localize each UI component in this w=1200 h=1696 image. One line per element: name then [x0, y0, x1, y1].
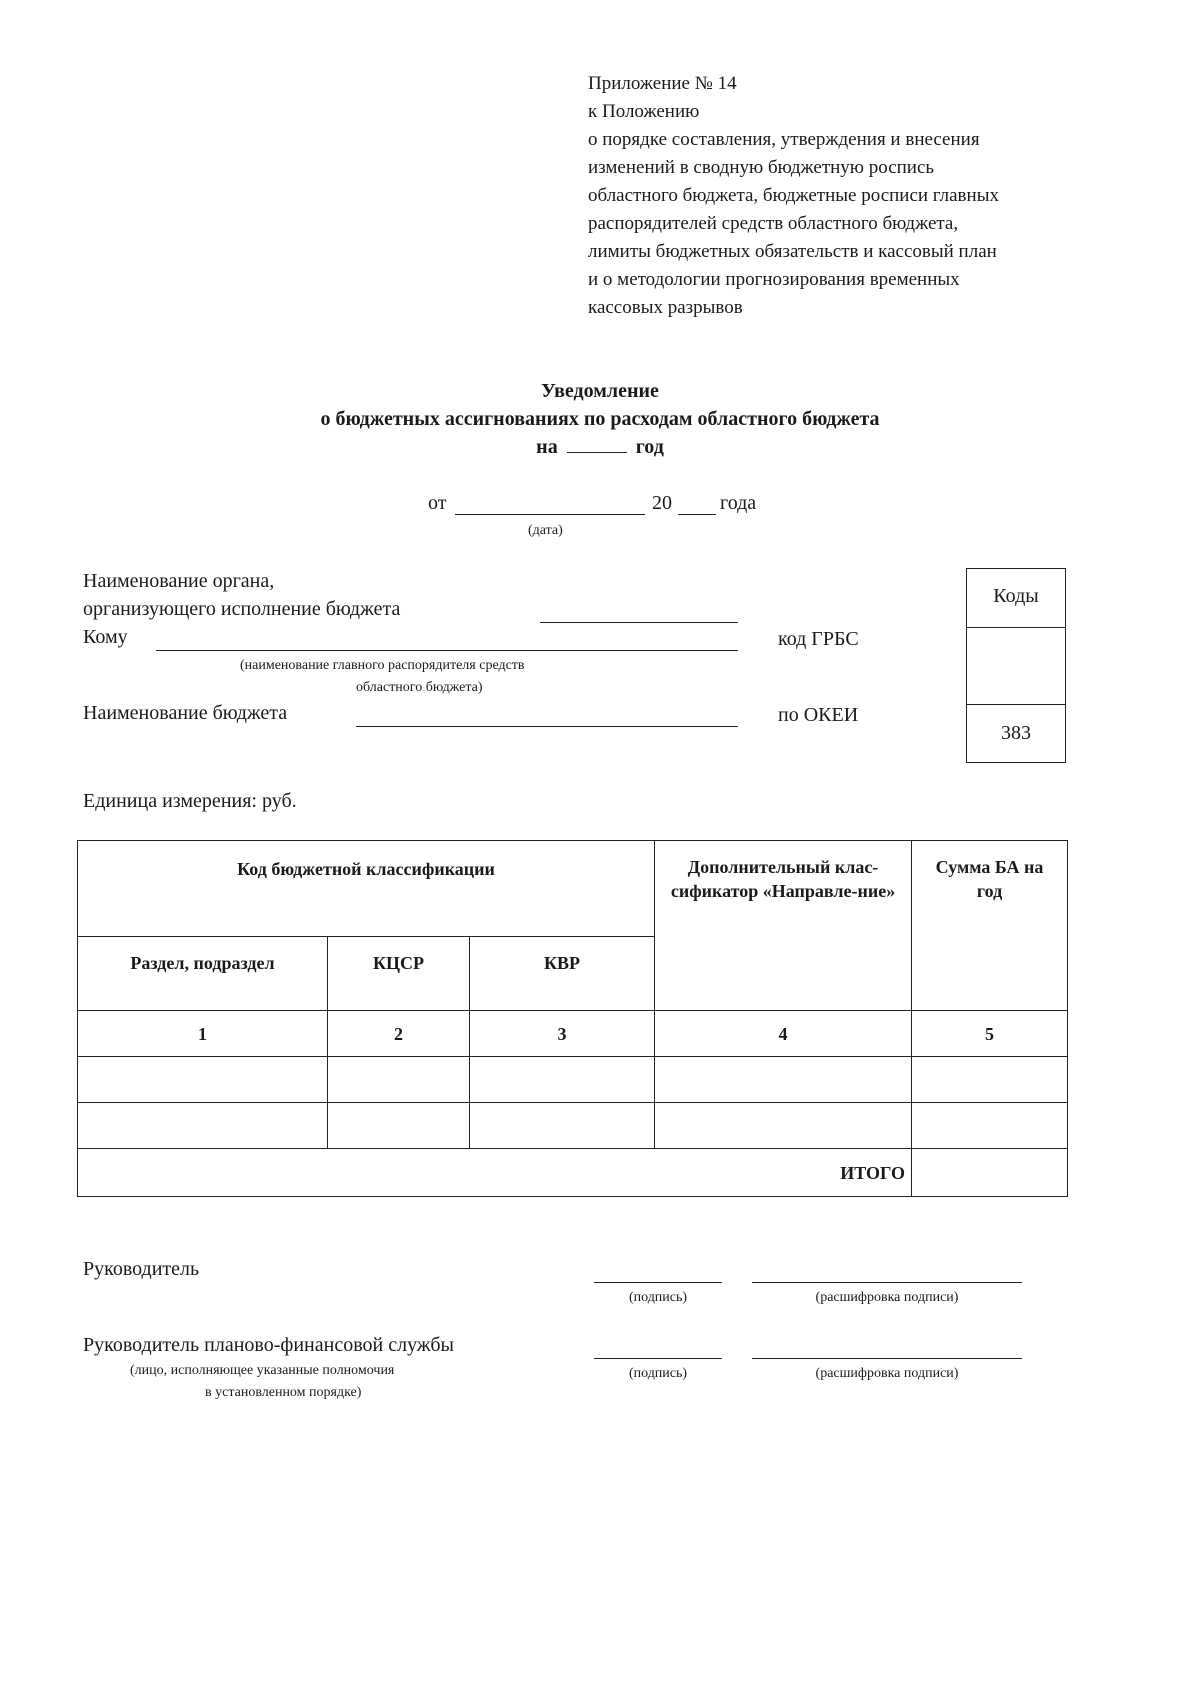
- year-suffix: год: [635, 436, 664, 458]
- kvr-header: КВР: [470, 937, 655, 1011]
- org-field[interactable]: [540, 622, 738, 623]
- document-subtitle: о бюджетных ассигнованиях по расходам областного бюджета: [320, 408, 880, 430]
- year-prefix: на: [536, 436, 558, 458]
- budget-field[interactable]: [356, 726, 738, 727]
- appendix-line: лимиты бюджетных обязательств и кассовый план: [588, 241, 997, 262]
- budget-allocation-table: [77, 840, 1068, 1197]
- table-cell[interactable]: [470, 1057, 655, 1103]
- total-row: [78, 1149, 1068, 1197]
- appendix-line: изменений в сводную бюджетную роспись: [588, 157, 935, 178]
- column-number: 2: [328, 1011, 470, 1057]
- column-number: 1: [78, 1011, 328, 1057]
- codes-header-cell: [966, 568, 1066, 628]
- finance-decode-caption: (расшифровка подписи): [815, 1366, 959, 1381]
- total-value[interactable]: [912, 1149, 1068, 1197]
- table-cell[interactable]: [78, 1103, 328, 1149]
- table-cell[interactable]: [78, 1057, 328, 1103]
- section-header: Раздел, подраздел: [78, 937, 328, 1011]
- date-blank[interactable]: [455, 514, 645, 515]
- table-cell[interactable]: [655, 1057, 912, 1103]
- finance-signature-caption: (подпись): [628, 1366, 688, 1381]
- table-cell[interactable]: [328, 1057, 470, 1103]
- table-cell[interactable]: [470, 1103, 655, 1149]
- grbs-code-value: [967, 626, 1065, 652]
- to-caption-1: (наименование главного распорядителя средств: [240, 658, 525, 673]
- year-blank[interactable]: [567, 452, 627, 453]
- budget-label: Наименование бюджета: [83, 702, 288, 724]
- date-prefix: от: [428, 492, 447, 514]
- finance-decode-line[interactable]: [752, 1358, 1022, 1359]
- appendix-line: областного бюджета, бюджетные росписи главных: [588, 185, 999, 206]
- org-label-1: Наименование органа,: [83, 570, 275, 592]
- column-number: 3: [470, 1011, 655, 1057]
- appendix-header: [588, 70, 1148, 322]
- head-signature-caption: (подпись): [628, 1290, 688, 1305]
- table-cell[interactable]: [912, 1103, 1068, 1149]
- head-decode-line[interactable]: [752, 1282, 1022, 1283]
- table-row: [78, 1103, 1068, 1149]
- table-row: [78, 1057, 1068, 1103]
- date-suffix: года: [720, 492, 757, 514]
- appendix-line: кассовых разрывов: [588, 297, 743, 318]
- amount-header: Сумма БА на год: [912, 841, 1068, 1011]
- okei-code-value: 383: [1001, 722, 1031, 744]
- finance-head-label: Руководитель планово-финансовой службы: [83, 1334, 454, 1356]
- additional-classifier-header: Дополнительный клас-сификатор «Направле-ние»: [655, 841, 912, 1011]
- head-label: Руководитель: [83, 1258, 200, 1280]
- date-caption: (дата): [528, 523, 563, 538]
- kcsr-header: КЦСР: [328, 937, 470, 1011]
- finance-caption-2: в установленном порядке): [205, 1385, 362, 1400]
- total-label: ИТОГО: [78, 1149, 912, 1197]
- to-field[interactable]: [156, 650, 738, 651]
- column-number: 5: [912, 1011, 1068, 1057]
- to-caption-2: областного бюджета): [356, 680, 483, 695]
- document-year-line: [0, 436, 1200, 459]
- okei-code-cell: [966, 704, 1066, 763]
- grbs-label: код ГРБС: [778, 628, 859, 650]
- grbs-code-cell[interactable]: [966, 626, 1066, 705]
- date-year-prefix: 20: [652, 492, 672, 514]
- table-cell[interactable]: [328, 1103, 470, 1149]
- codes-title: Коды: [993, 585, 1039, 607]
- table-cell[interactable]: [912, 1057, 1068, 1103]
- date-year-blank[interactable]: [678, 514, 716, 515]
- table-cell[interactable]: [655, 1103, 912, 1149]
- org-label-2: организующего исполнение бюджета: [83, 598, 401, 620]
- to-label: Кому: [83, 626, 128, 648]
- appendix-line: к Положению: [588, 101, 700, 122]
- unit-label: Единица измерения: руб.: [83, 790, 297, 812]
- budget-classification-header: Код бюджетной классификации: [78, 841, 655, 937]
- head-signature-line[interactable]: [594, 1282, 722, 1283]
- appendix-line: о порядке составления, утверждения и внесения: [588, 129, 980, 150]
- okei-label: по ОКЕИ: [778, 704, 859, 726]
- appendix-line: Приложение № 14: [588, 73, 737, 94]
- column-number: 4: [655, 1011, 912, 1057]
- finance-caption-1: (лицо, исполняющее указанные полномочия: [130, 1363, 395, 1378]
- head-decode-caption: (расшифровка подписи): [815, 1290, 959, 1305]
- appendix-line: распорядителей средств областного бюджета,: [588, 213, 959, 234]
- document-title: Уведомление: [541, 380, 659, 402]
- appendix-line: и о методологии прогнозирования временных: [588, 269, 960, 290]
- finance-signature-line[interactable]: [594, 1358, 722, 1359]
